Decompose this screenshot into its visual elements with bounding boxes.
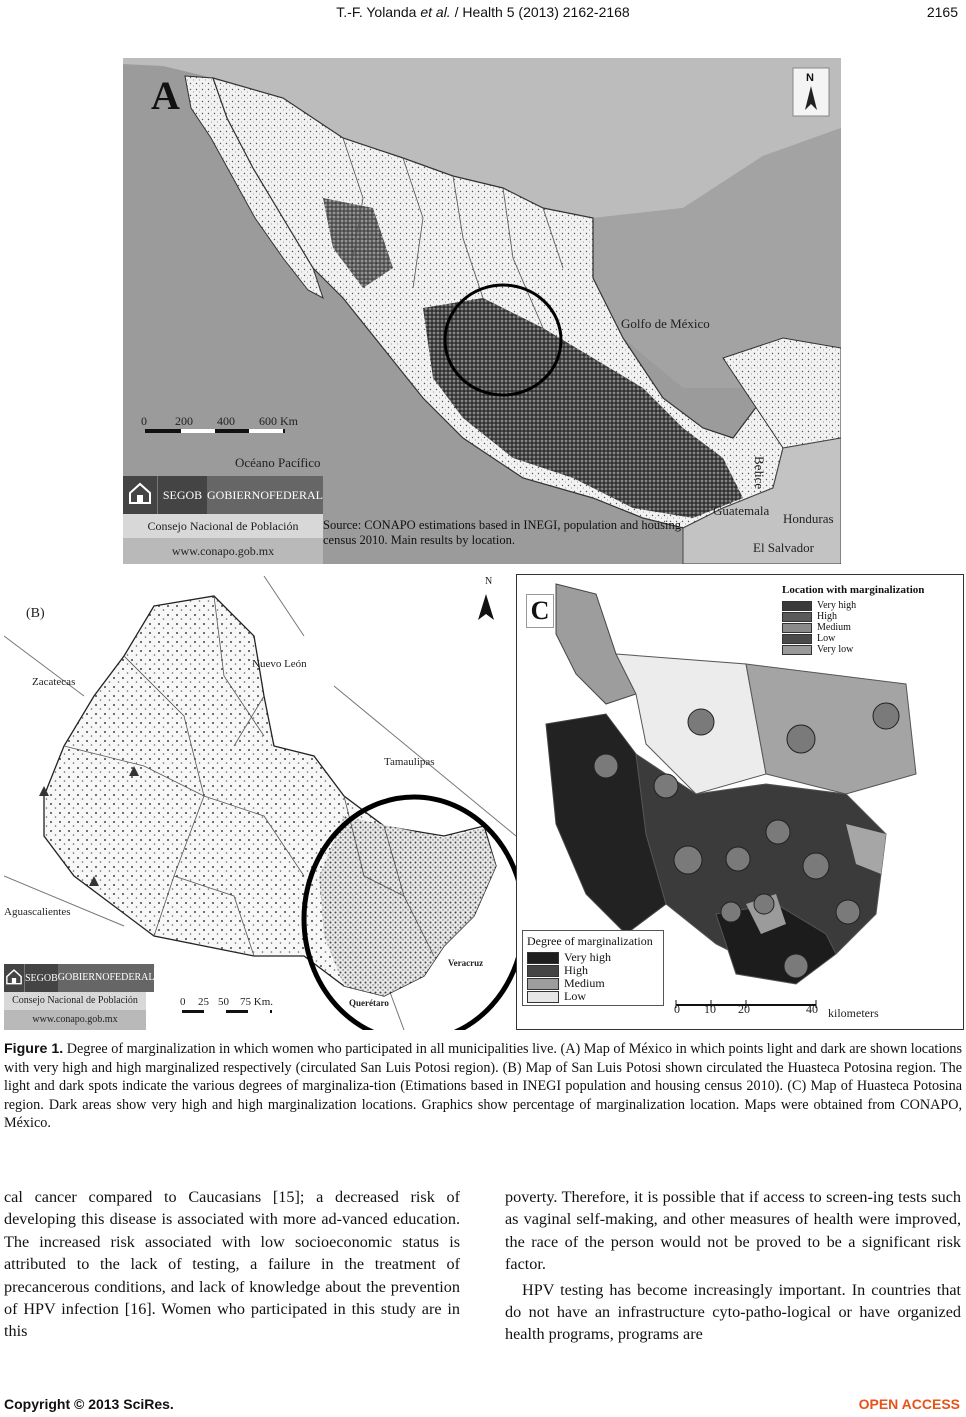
legend-degree-title: Degree of marginalization — [527, 934, 653, 948]
legend-swatch — [782, 612, 812, 622]
gobierno-label: GOBIERNO — [207, 487, 269, 502]
belize-label: Belice — [752, 456, 767, 490]
panel-c-letter: C — [526, 594, 554, 628]
legend-item — [527, 977, 659, 990]
legend-item-label: High — [564, 963, 588, 977]
segob-banner-b — [4, 964, 155, 992]
tamaulipas-label: Tamaulipas — [384, 756, 435, 768]
scale-tick-c: 10 — [704, 1002, 716, 1016]
legend-swatch — [782, 623, 812, 633]
scale-tick-a: 0 — [141, 414, 147, 428]
conapo-url-b: www.conapo.gob.mx — [4, 1010, 146, 1030]
legend-swatch — [782, 645, 812, 655]
body-left-column: cal cancer compared to Caucasians [15]; a decreased risk of developing this disease is associated with more ad-vanced education. The increased risk associated with low socioeconomic status is attributed to the lack of testing, a failure in the treatment of precancerous conditions, and lack of knowledge about the prevention of HPV infection [16]. Women who participated in this study are in this — [4, 1188, 460, 1341]
figure-caption-label: Figure 1. — [4, 1041, 64, 1057]
legend-item-label: Very low — [817, 644, 854, 655]
federal-label: FEDERAL — [269, 487, 323, 502]
ocean-label: Océano Pacífico — [235, 455, 321, 470]
aguascalientes-label: Aguascalientes — [4, 906, 71, 918]
legend-location-items — [782, 600, 962, 655]
legend-item-label: High — [817, 611, 837, 622]
scale-tick-b: 50 — [218, 996, 229, 1008]
nuevo-leon-label: Nuevo León — [252, 658, 307, 670]
legend-item-label: Medium — [564, 976, 605, 990]
legend-item — [782, 644, 962, 655]
legend-swatch — [527, 965, 559, 977]
legend-swatch — [527, 978, 559, 990]
el-salvador-label: El Salvador — [753, 540, 815, 555]
veracruz-label: Veracruz — [448, 958, 484, 968]
scale-tick-c: 0 — [674, 1002, 680, 1016]
figure-panel-c — [516, 574, 964, 1030]
running-head-authors: T.-F. Yolanda — [336, 4, 421, 20]
scale-tick-a: 200 — [175, 414, 193, 428]
gulf-label: Golfo de México — [621, 316, 710, 331]
figure-caption-text: Degree of marginalization in which women who participated in all municipalities live. (A) Map of México in which points light and dark are shown locations with very high and high marginalized respectively (circulated San Luis Potosi region). (B) Map of San Luis Potosi shown circulated the Huasteca Potosina region. The light and dark spots indicate the various degrees of marginaliza-tion (Etimations based in INEGI population and housing census 2010). (C) Map of Huasteca Potosina region. Dark areas show very high and high marginalization locations. Graphics show percentage of marginalization location. Maps were obtained from CONAPO, México. — [4, 1041, 962, 1131]
conapo-logo-block-b — [4, 964, 155, 1030]
scale-tick-a: 400 — [217, 414, 235, 428]
legend-item-label: Very high — [817, 600, 857, 611]
segob-label: SEGOB — [162, 487, 203, 502]
legend-swatch — [782, 601, 812, 611]
legend-item-label: Low — [817, 633, 836, 644]
scale-tick-c: 40 — [806, 1002, 818, 1016]
conapo-url: www.conapo.gob.mx — [123, 538, 323, 564]
legend-item-label: Medium — [817, 622, 851, 633]
running-head — [0, 4, 966, 20]
running-head-journal: / Health 5 (2013) 2162-2168 — [450, 4, 630, 20]
figure-panel-b — [4, 576, 516, 1030]
legend-degree — [522, 930, 664, 1006]
legend-swatch — [527, 952, 559, 964]
figure-caption — [4, 1040, 962, 1133]
legend-degree-items — [527, 951, 659, 1003]
legend-location-title: Location with marginalization — [782, 584, 925, 596]
body-right-column — [505, 1186, 961, 1346]
page-number: 2165 — [926, 4, 958, 20]
north-label-b: N — [485, 576, 493, 587]
copyright-notice: Copyright © 2013 SciRes. — [4, 1396, 174, 1412]
scale-tick-b: 25 — [198, 996, 209, 1008]
legend-item-label: Low — [564, 989, 586, 1003]
segob-label-b: SEGOB — [25, 972, 58, 984]
running-head-etal: et al. — [420, 4, 451, 20]
scale-tick-a: 600 Km — [259, 414, 298, 428]
source-note: Source: CONAPO estimations based in INEGI, population and housing census 2010. Main results by location. — [323, 518, 681, 547]
legend-item-label: Very high — [564, 950, 611, 964]
body-right-paragraph-1: poverty. Therefore, it is possible that if access to screen-ing tests such as vaginal self-making, and other measures of health were improved, the race of the person would not be proved to be a significant risk factor. — [505, 1188, 961, 1274]
panel-b-letter: (B) — [26, 606, 45, 621]
scale-tick-c: 20 — [738, 1002, 750, 1016]
body-right-paragraph-2: HPV testing has become increasingly important. In countries that do not have an infrastructure cyto-patho-logical or have organized health programs, programs are — [505, 1280, 961, 1344]
legend-item — [782, 611, 962, 622]
scale-unit-c: kilometers — [828, 1006, 879, 1020]
legend-item — [782, 600, 962, 611]
council-label: Consejo Nacional de Población — [123, 514, 323, 538]
legend-item — [527, 990, 659, 1003]
council-label-b: Consejo Nacional de Población — [4, 992, 146, 1010]
figure-panel-a — [123, 58, 841, 564]
gobierno-label-b: GOBIERNO — [57, 972, 110, 983]
honduras-label: Honduras — [783, 511, 834, 526]
conapo-icon — [123, 476, 158, 514]
legend-item — [782, 633, 962, 644]
legend-swatch — [527, 991, 559, 1003]
scale-tick-b: 0 — [180, 996, 186, 1008]
federal-label-b: FEDERAL — [109, 972, 155, 983]
zacatecas-label: Zacatecas — [32, 676, 76, 688]
legend-location — [782, 584, 962, 655]
queretaro-label: Querétaro — [349, 998, 389, 1008]
scale-tick-b: 75 Km. — [240, 996, 273, 1008]
legend-item — [527, 951, 659, 964]
guatemala-label: Guatemala — [713, 503, 770, 518]
gobierno-federal-b — [58, 964, 155, 992]
conapo-icon — [4, 964, 25, 992]
conapo-logo-block — [123, 476, 323, 564]
segob-banner — [123, 476, 323, 514]
legend-item — [782, 622, 962, 633]
north-label-a: N — [806, 72, 814, 84]
legend-swatch — [782, 634, 812, 644]
open-access-badge: OPEN ACCESS — [858, 1396, 960, 1412]
san-luis-potosi-map-graphic — [4, 576, 516, 1030]
gobierno-federal — [207, 476, 323, 514]
panel-a-letter: A — [151, 73, 180, 118]
